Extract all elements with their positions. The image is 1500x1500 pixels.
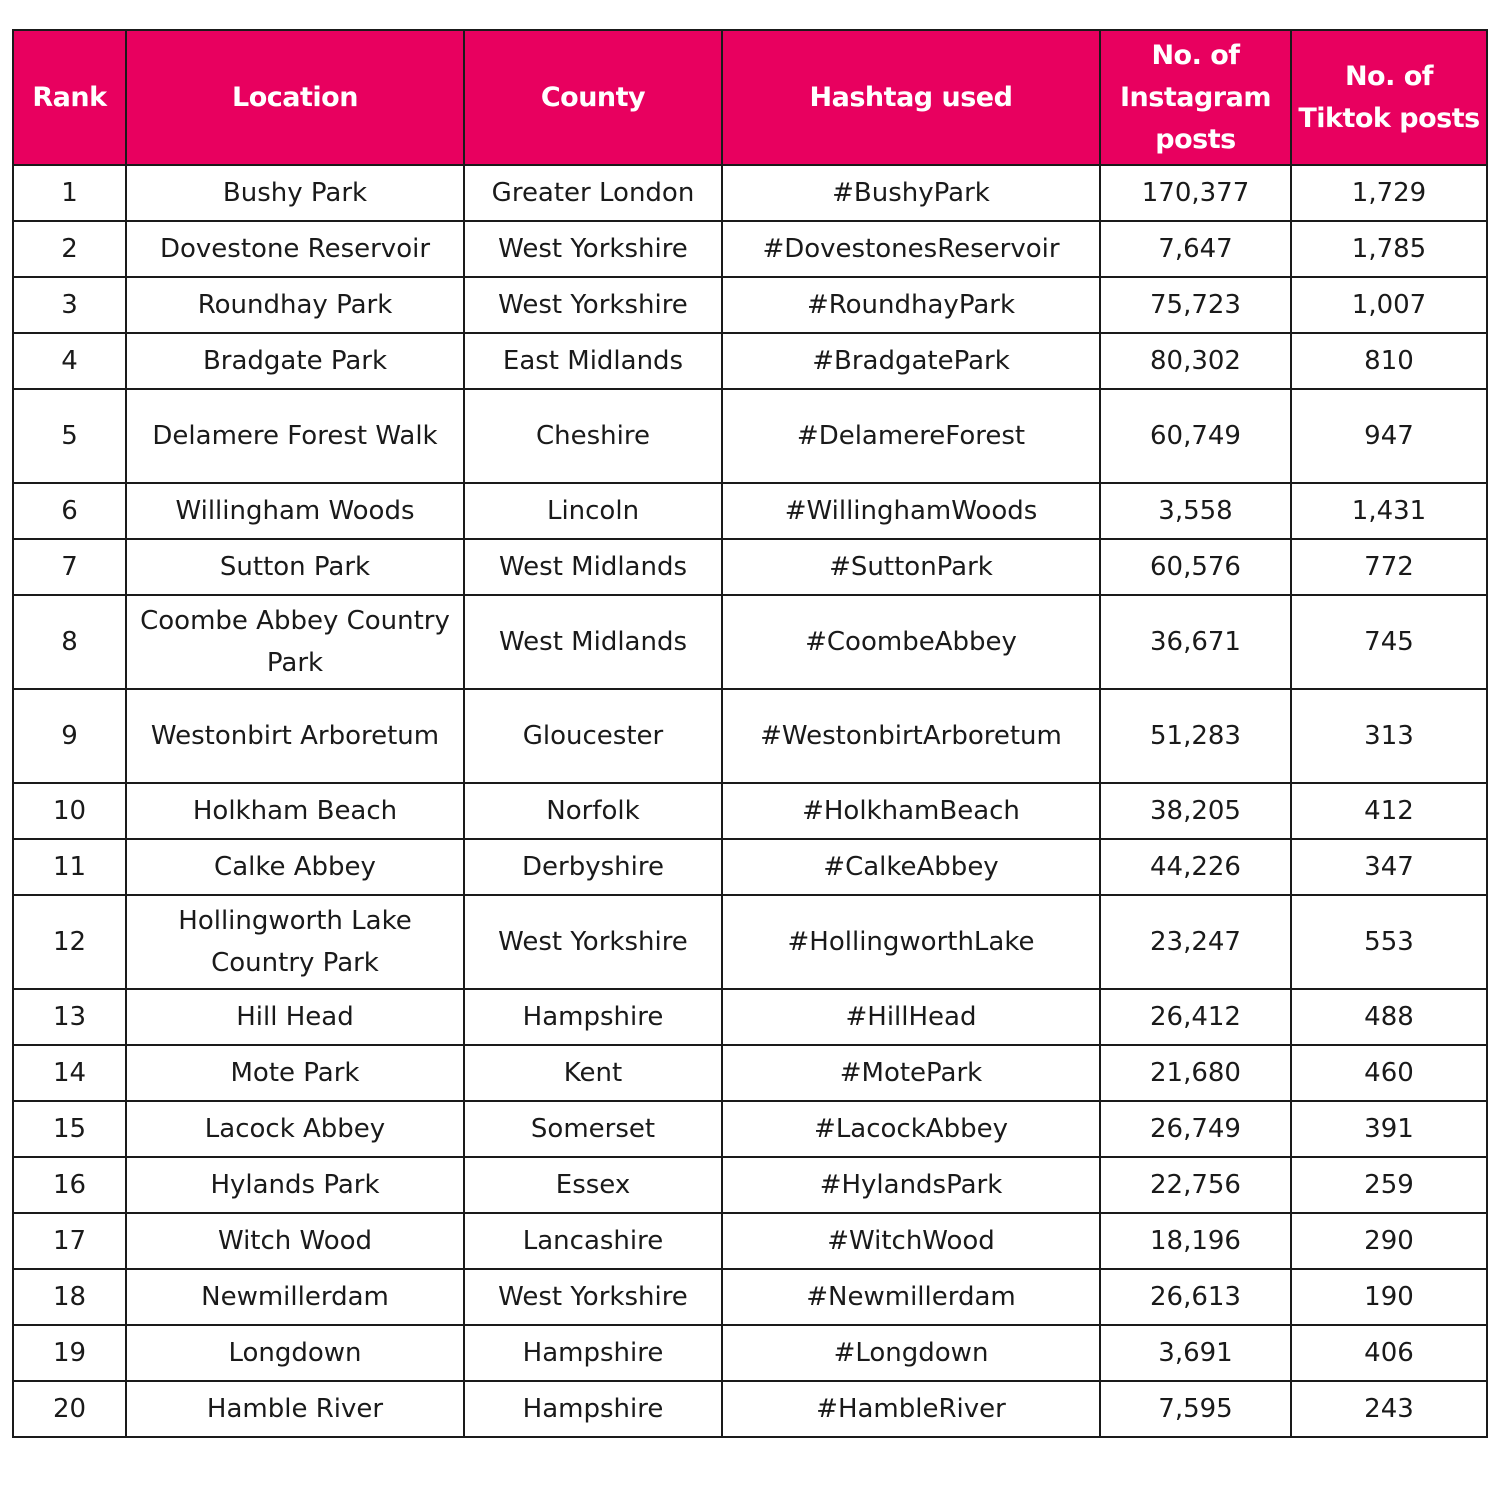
cell-location: Hamble River bbox=[126, 1381, 464, 1437]
cell-tiktok: 259 bbox=[1291, 1157, 1487, 1213]
header-county: County bbox=[464, 30, 722, 165]
cell-rank: 18 bbox=[13, 1269, 126, 1325]
cell-instagram: 23,247 bbox=[1100, 895, 1291, 989]
cell-tiktok: 460 bbox=[1291, 1045, 1487, 1101]
cell-location: Delamere Forest Walk bbox=[126, 389, 464, 483]
header-row bbox=[13, 30, 1487, 165]
cell-rank: 16 bbox=[13, 1157, 126, 1213]
cell-rank: 3 bbox=[13, 277, 126, 333]
table-row bbox=[13, 1213, 1487, 1269]
cell-county: West Midlands bbox=[464, 539, 722, 595]
cell-tiktok: 1,007 bbox=[1291, 277, 1487, 333]
cell-county: West Midlands bbox=[464, 595, 722, 689]
cell-tiktok: 406 bbox=[1291, 1325, 1487, 1381]
cell-rank: 14 bbox=[13, 1045, 126, 1101]
table-row bbox=[13, 389, 1487, 483]
cell-hashtag: #RoundhayPark bbox=[722, 277, 1100, 333]
header-rank: Rank bbox=[13, 30, 126, 165]
cell-county: Derbyshire bbox=[464, 839, 722, 895]
cell-tiktok: 1,431 bbox=[1291, 483, 1487, 539]
cell-rank: 12 bbox=[13, 895, 126, 989]
cell-rank: 1 bbox=[13, 165, 126, 221]
cell-hashtag: #DovestonesReservoir bbox=[722, 221, 1100, 277]
cell-county: West Yorkshire bbox=[464, 221, 722, 277]
cell-county: West Yorkshire bbox=[464, 277, 722, 333]
cell-instagram: 51,283 bbox=[1100, 689, 1291, 783]
cell-tiktok: 391 bbox=[1291, 1101, 1487, 1157]
table-row bbox=[13, 539, 1487, 595]
cell-hashtag: #BradgatePark bbox=[722, 333, 1100, 389]
cell-location: Dovestone Reservoir bbox=[126, 221, 464, 277]
table-row bbox=[13, 221, 1487, 277]
cell-rank: 13 bbox=[13, 989, 126, 1045]
cell-location: Westonbirt Arboretum bbox=[126, 689, 464, 783]
cell-tiktok: 243 bbox=[1291, 1381, 1487, 1437]
cell-rank: 9 bbox=[13, 689, 126, 783]
table-row bbox=[13, 689, 1487, 783]
cell-rank: 19 bbox=[13, 1325, 126, 1381]
header-instagram-posts: No. of Instagram posts bbox=[1100, 30, 1291, 165]
cell-tiktok: 772 bbox=[1291, 539, 1487, 595]
cell-location: Mote Park bbox=[126, 1045, 464, 1101]
cell-instagram: 75,723 bbox=[1100, 277, 1291, 333]
cell-rank: 2 bbox=[13, 221, 126, 277]
table-row bbox=[13, 165, 1487, 221]
table-row bbox=[13, 1157, 1487, 1213]
table-row bbox=[13, 783, 1487, 839]
cell-tiktok: 347 bbox=[1291, 839, 1487, 895]
table-row bbox=[13, 333, 1487, 389]
cell-tiktok: 290 bbox=[1291, 1213, 1487, 1269]
cell-hashtag: #WestonbirtArboretum bbox=[722, 689, 1100, 783]
header-tiktok-posts: No. of Tiktok posts bbox=[1291, 30, 1487, 165]
cell-instagram: 7,647 bbox=[1100, 221, 1291, 277]
header-location: Location bbox=[126, 30, 464, 165]
cell-instagram: 22,756 bbox=[1100, 1157, 1291, 1213]
cell-hashtag: #WillinghamWoods bbox=[722, 483, 1100, 539]
cell-county: Hampshire bbox=[464, 989, 722, 1045]
cell-location: Willingham Woods bbox=[126, 483, 464, 539]
cell-instagram: 18,196 bbox=[1100, 1213, 1291, 1269]
cell-tiktok: 1,785 bbox=[1291, 221, 1487, 277]
cell-hashtag: #CalkeAbbey bbox=[722, 839, 1100, 895]
cell-instagram: 80,302 bbox=[1100, 333, 1291, 389]
cell-rank: 11 bbox=[13, 839, 126, 895]
cell-rank: 17 bbox=[13, 1213, 126, 1269]
cell-hashtag: #HollingworthLake bbox=[722, 895, 1100, 989]
table-body bbox=[13, 165, 1487, 1437]
cell-instagram: 26,749 bbox=[1100, 1101, 1291, 1157]
table-row bbox=[13, 1045, 1487, 1101]
cell-tiktok: 745 bbox=[1291, 595, 1487, 689]
cell-rank: 15 bbox=[13, 1101, 126, 1157]
cell-tiktok: 810 bbox=[1291, 333, 1487, 389]
cell-county: Somerset bbox=[464, 1101, 722, 1157]
cell-rank: 7 bbox=[13, 539, 126, 595]
cell-instagram: 60,749 bbox=[1100, 389, 1291, 483]
table-row bbox=[13, 839, 1487, 895]
cell-county: Greater London bbox=[464, 165, 722, 221]
cell-county: Hampshire bbox=[464, 1381, 722, 1437]
table-row bbox=[13, 483, 1487, 539]
cell-county: Gloucester bbox=[464, 689, 722, 783]
cell-hashtag: #MotePark bbox=[722, 1045, 1100, 1101]
cell-county: East Midlands bbox=[464, 333, 722, 389]
cell-instagram: 170,377 bbox=[1100, 165, 1291, 221]
cell-instagram: 26,412 bbox=[1100, 989, 1291, 1045]
cell-location: Hollingworth Lake Country Park bbox=[126, 895, 464, 989]
cell-location: Holkham Beach bbox=[126, 783, 464, 839]
cell-county: Kent bbox=[464, 1045, 722, 1101]
table-row bbox=[13, 1101, 1487, 1157]
cell-hashtag: #Newmillerdam bbox=[722, 1269, 1100, 1325]
cell-location: Calke Abbey bbox=[126, 839, 464, 895]
cell-hashtag: #HylandsPark bbox=[722, 1157, 1100, 1213]
table-row bbox=[13, 1381, 1487, 1437]
cell-rank: 5 bbox=[13, 389, 126, 483]
cell-hashtag: #BushyPark bbox=[722, 165, 1100, 221]
cell-instagram: 44,226 bbox=[1100, 839, 1291, 895]
table-row bbox=[13, 277, 1487, 333]
cell-tiktok: 313 bbox=[1291, 689, 1487, 783]
cell-county: West Yorkshire bbox=[464, 895, 722, 989]
cell-county: Cheshire bbox=[464, 389, 722, 483]
cell-rank: 6 bbox=[13, 483, 126, 539]
cell-county: West Yorkshire bbox=[464, 1269, 722, 1325]
cell-hashtag: #WitchWood bbox=[722, 1213, 1100, 1269]
cell-rank: 8 bbox=[13, 595, 126, 689]
cell-location: Hylands Park bbox=[126, 1157, 464, 1213]
cell-instagram: 38,205 bbox=[1100, 783, 1291, 839]
cell-location: Bradgate Park bbox=[126, 333, 464, 389]
cell-rank: 20 bbox=[13, 1381, 126, 1437]
cell-tiktok: 412 bbox=[1291, 783, 1487, 839]
cell-hashtag: #CoombeAbbey bbox=[722, 595, 1100, 689]
cell-county: Hampshire bbox=[464, 1325, 722, 1381]
table-row bbox=[13, 895, 1487, 989]
ranking-table bbox=[12, 29, 1488, 1438]
cell-location: Bushy Park bbox=[126, 165, 464, 221]
cell-tiktok: 1,729 bbox=[1291, 165, 1487, 221]
cell-hashtag: #HillHead bbox=[722, 989, 1100, 1045]
cell-hashtag: #Longdown bbox=[722, 1325, 1100, 1381]
cell-hashtag: #HolkhamBeach bbox=[722, 783, 1100, 839]
cell-hashtag: #DelamereForest bbox=[722, 389, 1100, 483]
cell-hashtag: #SuttonPark bbox=[722, 539, 1100, 595]
cell-location: Longdown bbox=[126, 1325, 464, 1381]
cell-instagram: 3,691 bbox=[1100, 1325, 1291, 1381]
cell-hashtag: #LacockAbbey bbox=[722, 1101, 1100, 1157]
cell-tiktok: 947 bbox=[1291, 389, 1487, 483]
table-header bbox=[13, 30, 1487, 165]
cell-instagram: 36,671 bbox=[1100, 595, 1291, 689]
ranking-table-container bbox=[12, 29, 1486, 1438]
cell-county: Lancashire bbox=[464, 1213, 722, 1269]
cell-county: Norfolk bbox=[464, 783, 722, 839]
cell-tiktok: 553 bbox=[1291, 895, 1487, 989]
cell-county: Lincoln bbox=[464, 483, 722, 539]
cell-county: Essex bbox=[464, 1157, 722, 1213]
table-row bbox=[13, 1269, 1487, 1325]
cell-instagram: 3,558 bbox=[1100, 483, 1291, 539]
cell-instagram: 26,613 bbox=[1100, 1269, 1291, 1325]
cell-hashtag: #HambleRiver bbox=[722, 1381, 1100, 1437]
cell-location: Hill Head bbox=[126, 989, 464, 1045]
header-hashtag: Hashtag used bbox=[722, 30, 1100, 165]
cell-location: Newmillerdam bbox=[126, 1269, 464, 1325]
cell-location: Witch Wood bbox=[126, 1213, 464, 1269]
cell-instagram: 60,576 bbox=[1100, 539, 1291, 595]
table-row bbox=[13, 595, 1487, 689]
cell-location: Coombe Abbey Country Park bbox=[126, 595, 464, 689]
cell-instagram: 21,680 bbox=[1100, 1045, 1291, 1101]
cell-location: Roundhay Park bbox=[126, 277, 464, 333]
table-row bbox=[13, 989, 1487, 1045]
cell-instagram: 7,595 bbox=[1100, 1381, 1291, 1437]
table-row bbox=[13, 1325, 1487, 1381]
cell-location: Lacock Abbey bbox=[126, 1101, 464, 1157]
cell-tiktok: 488 bbox=[1291, 989, 1487, 1045]
cell-tiktok: 190 bbox=[1291, 1269, 1487, 1325]
cell-location: Sutton Park bbox=[126, 539, 464, 595]
cell-rank: 4 bbox=[13, 333, 126, 389]
cell-rank: 10 bbox=[13, 783, 126, 839]
